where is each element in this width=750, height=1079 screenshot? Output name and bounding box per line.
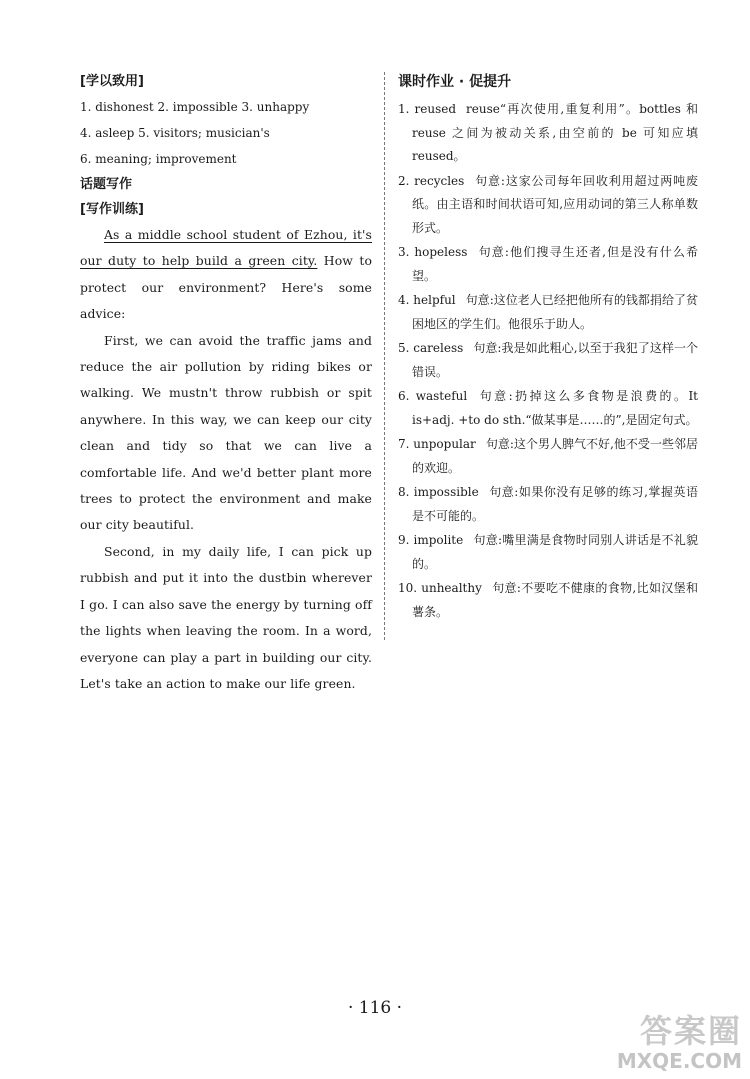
answer-word: 9. impolite bbox=[398, 533, 464, 547]
answer-item bbox=[398, 529, 698, 576]
essay-underlined-a: As a middle school student of Ezhou, it's bbox=[104, 227, 372, 242]
answer-word: 3. hopeless bbox=[398, 245, 468, 259]
answer-word: 7. unpopular bbox=[398, 437, 476, 451]
topic-writing-heading: 话题写作 bbox=[80, 177, 133, 192]
answer-word: 4. helpful bbox=[398, 293, 456, 307]
answer-explanation: 句意:扔掉这么多食物是浪费的。It is+adj. +to do sth.“做某事是……的”,是固定句式。 bbox=[412, 389, 699, 427]
essay-underlined-b: our duty to help build a green city. bbox=[80, 253, 318, 269]
essay-p1-rest: How to protect our environment? Here's some advice: bbox=[80, 253, 373, 322]
essay bbox=[80, 222, 372, 697]
answer-explanation: 句意:如果你没有足够的练习,掌握英语是不可能的。 bbox=[412, 485, 698, 523]
answer-line: 4. asleep 5. visitors; musician's bbox=[80, 126, 270, 140]
answer-item bbox=[398, 289, 698, 336]
answer-word: 2. recycles bbox=[398, 173, 465, 188]
left-column bbox=[80, 70, 372, 697]
answer-explanation: reuse“再次使用,重复利用”。bottles 和 reuse 之间为被动关系,由空前的 be 可知应填 reused。 bbox=[412, 102, 698, 163]
answer-explanation: 句意:这家公司每年回收利用超过两吨废纸。由主语和时间状语可知,应用动词的第三人称单数形式。 bbox=[412, 173, 699, 235]
answer-word: 5. careless bbox=[398, 341, 464, 355]
essay-paragraph-1 bbox=[80, 222, 372, 328]
answer-explanation: 句意:他们搜寻生还者,但是没有什么希望。 bbox=[412, 245, 699, 283]
answer-item bbox=[398, 170, 698, 241]
right-column bbox=[398, 70, 698, 625]
homework-title: 课时作业 · 促提升 bbox=[398, 74, 512, 90]
answer-word: 10. unhealthy bbox=[398, 581, 482, 595]
essay-paragraph-2: First, we can avoid the traffic jams and reduce the air pollution by riding bikes or walking. We mustn't throw rubbish or spit anywhere. In this way, we can keep our city clean and tidy so that we can live a comfortable life. And we'd better plant more trees to protect the environment and make our city beautiful. bbox=[80, 332, 372, 533]
training-heading: [写作训练] bbox=[80, 202, 144, 217]
essay-paragraph-3: Second, in my daily life, I can pick up rubbish and put it into the dustbin wherever I go. I can also save the energy by turning off the lights when leaving the room. In a word, everyone can play a part in building our city. Let's take an action to make our life green. bbox=[80, 543, 372, 691]
answer-explanation: 句意:我是如此粗心,以至于我犯了这样一个错误。 bbox=[412, 341, 699, 379]
answer-word: 6. wasteful bbox=[398, 389, 468, 403]
answer-item bbox=[398, 337, 698, 384]
watermark-logo-en: MXQE.COM bbox=[616, 1049, 742, 1073]
answer-explanation: 句意:这位老人已经把他所有的钱都捐给了贫困地区的学生们。他很乐于助人。 bbox=[412, 293, 698, 331]
answer-item bbox=[398, 481, 698, 528]
answer-explanation: 句意:不要吃不健康的食物,比如汉堡和薯条。 bbox=[412, 581, 698, 619]
watermark-logo-cn: 答案圈 bbox=[639, 1012, 742, 1050]
answer-explanation: 句意:这个男人脾气不好,他不受一些邻居的欢迎。 bbox=[412, 437, 699, 475]
column-divider bbox=[384, 72, 385, 640]
answer-line: 6. meaning; improvement bbox=[80, 152, 237, 166]
answer-item bbox=[398, 385, 698, 432]
watermark-logo bbox=[612, 1013, 742, 1073]
answer-word: 1. reused bbox=[398, 102, 457, 116]
answer-list bbox=[80, 94, 372, 172]
answer-item bbox=[398, 577, 698, 624]
answer-item bbox=[398, 98, 698, 169]
answer-line: 1. dishonest 2. impossible 3. unhappy bbox=[80, 100, 310, 114]
answer-item bbox=[398, 433, 698, 480]
apply-heading: [学以致用] bbox=[80, 74, 144, 89]
answer-explanation: 句意:嘴里满是食物时同别人讲话是不礼貌的。 bbox=[412, 533, 698, 571]
answer-word: 8. impossible bbox=[398, 485, 479, 499]
answer-item bbox=[398, 241, 698, 288]
page-number: · 116 · bbox=[347, 998, 403, 1018]
